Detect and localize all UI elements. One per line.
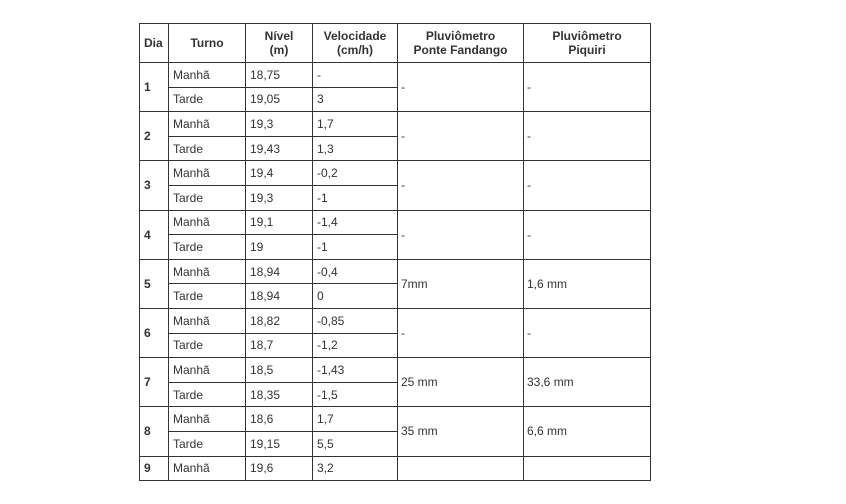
cell-pluviometro-piquiri: 6,6 mm	[524, 407, 651, 456]
cell-velocidade: -0,2	[313, 161, 398, 186]
cell-nivel: 19,4	[246, 161, 313, 186]
cell-pluviometro-piquiri: 33,6 mm	[524, 358, 651, 407]
cell-turno: Manhã	[169, 358, 246, 383]
table-row	[140, 112, 651, 137]
cell-turno: Manhã	[169, 161, 246, 186]
header-nivel-line1: Nível	[264, 29, 294, 43]
table-body	[140, 63, 651, 481]
cell-nivel: 19,6	[246, 456, 313, 481]
cell-velocidade: -1,2	[313, 333, 398, 358]
cell-nivel: 19,05	[246, 87, 313, 112]
cell-pluviometro-ponte-fandango: 25 mm	[398, 358, 524, 407]
cell-velocidade: 1,7	[313, 112, 398, 137]
cell-dia: 5	[140, 259, 169, 308]
cell-pluviometro-ponte-fandango: -	[398, 161, 524, 210]
cell-turno: Tarde	[169, 185, 246, 210]
cell-velocidade: -1,4	[313, 210, 398, 235]
cell-pluviometro-piquiri: -	[524, 112, 651, 161]
cell-turno: Manhã	[169, 112, 246, 137]
cell-velocidade: -0,85	[313, 308, 398, 333]
cell-dia: 7	[140, 358, 169, 407]
cell-pluviometro-ponte-fandango	[398, 456, 524, 481]
cell-dia: 8	[140, 407, 169, 456]
table-row	[140, 407, 651, 432]
cell-pluviometro-piquiri: -	[524, 63, 651, 112]
cell-velocidade: 0	[313, 284, 398, 309]
cell-nivel: 18,5	[246, 358, 313, 383]
cell-dia: 9	[140, 456, 169, 481]
cell-dia: 2	[140, 112, 169, 161]
header-velocidade	[313, 24, 398, 63]
header-pluvio2-line1: Pluviômetro	[552, 29, 622, 43]
cell-velocidade: 5,5	[313, 431, 398, 456]
cell-nivel: 18,7	[246, 333, 313, 358]
cell-turno: Manhã	[169, 63, 246, 88]
cell-turno: Tarde	[169, 235, 246, 260]
header-nivel	[246, 24, 313, 63]
cell-turno: Manhã	[169, 210, 246, 235]
cell-pluviometro-piquiri	[524, 456, 651, 481]
cell-velocidade: -1,43	[313, 358, 398, 383]
cell-turno: Manhã	[169, 259, 246, 284]
table-row	[140, 259, 651, 284]
table-row	[140, 358, 651, 383]
cell-pluviometro-ponte-fandango: 35 mm	[398, 407, 524, 456]
header-velocidade-line1: Velocidade	[323, 29, 387, 43]
cell-turno: Tarde	[169, 284, 246, 309]
cell-pluviometro-piquiri: -	[524, 161, 651, 210]
table-row	[140, 63, 651, 88]
header-pluvio2-line2: Piquiri	[568, 43, 606, 57]
header-nivel-line2: (m)	[269, 43, 289, 57]
cell-dia: 1	[140, 63, 169, 112]
cell-nivel: 18,94	[246, 284, 313, 309]
cell-nivel: 19,15	[246, 431, 313, 456]
cell-pluviometro-ponte-fandango: -	[398, 112, 524, 161]
cell-dia: 6	[140, 308, 169, 357]
cell-velocidade: 3	[313, 87, 398, 112]
cell-nivel: 19,3	[246, 112, 313, 137]
cell-velocidade: -	[313, 63, 398, 88]
cell-nivel: 18,6	[246, 407, 313, 432]
cell-turno: Tarde	[169, 382, 246, 407]
table-row	[140, 308, 651, 333]
cell-turno: Tarde	[169, 87, 246, 112]
cell-velocidade: -1	[313, 185, 398, 210]
cell-nivel: 18,75	[246, 63, 313, 88]
header-turno: Turno	[169, 24, 246, 63]
cell-turno: Tarde	[169, 431, 246, 456]
cell-nivel: 19,1	[246, 210, 313, 235]
cell-dia: 3	[140, 161, 169, 210]
header-pluvio1-line1: Pluviômetro	[425, 29, 496, 43]
header-pluviometro-ponte-fandango	[398, 24, 524, 63]
cell-pluviometro-piquiri: -	[524, 210, 651, 259]
cell-velocidade: -0,4	[313, 259, 398, 284]
cell-pluviometro-ponte-fandango: -	[398, 308, 524, 357]
cell-nivel: 19,3	[246, 185, 313, 210]
cell-turno: Tarde	[169, 333, 246, 358]
cell-nivel: 19	[246, 235, 313, 260]
table-row	[140, 456, 651, 481]
data-table	[139, 23, 651, 481]
cell-velocidade: -1,5	[313, 382, 398, 407]
cell-pluviometro-piquiri: 1,6 mm	[524, 259, 651, 308]
header-dia: Dia	[140, 24, 169, 63]
cell-turno: Manhã	[169, 407, 246, 432]
cell-velocidade: 3,2	[313, 456, 398, 481]
cell-pluviometro-ponte-fandango: -	[398, 63, 524, 112]
header-velocidade-line2: (cm/h)	[337, 43, 373, 57]
cell-velocidade: 1,7	[313, 407, 398, 432]
cell-nivel: 19,43	[246, 136, 313, 161]
cell-turno: Manhã	[169, 308, 246, 333]
cell-velocidade: 1,3	[313, 136, 398, 161]
cell-turno: Tarde	[169, 136, 246, 161]
cell-turno: Manhã	[169, 456, 246, 481]
header-pluviometro-piquiri	[524, 24, 651, 63]
cell-nivel: 18,35	[246, 382, 313, 407]
table-row	[140, 161, 651, 186]
cell-pluviometro-ponte-fandango: -	[398, 210, 524, 259]
header-pluvio1-line2: Ponte Fandango	[413, 43, 508, 57]
header-row	[140, 24, 651, 63]
table-row	[140, 210, 651, 235]
cell-pluviometro-ponte-fandango: 7mm	[398, 259, 524, 308]
cell-velocidade: -1	[313, 235, 398, 260]
cell-nivel: 18,82	[246, 308, 313, 333]
cell-nivel: 18,94	[246, 259, 313, 284]
cell-dia: 4	[140, 210, 169, 259]
cell-pluviometro-piquiri: -	[524, 308, 651, 357]
